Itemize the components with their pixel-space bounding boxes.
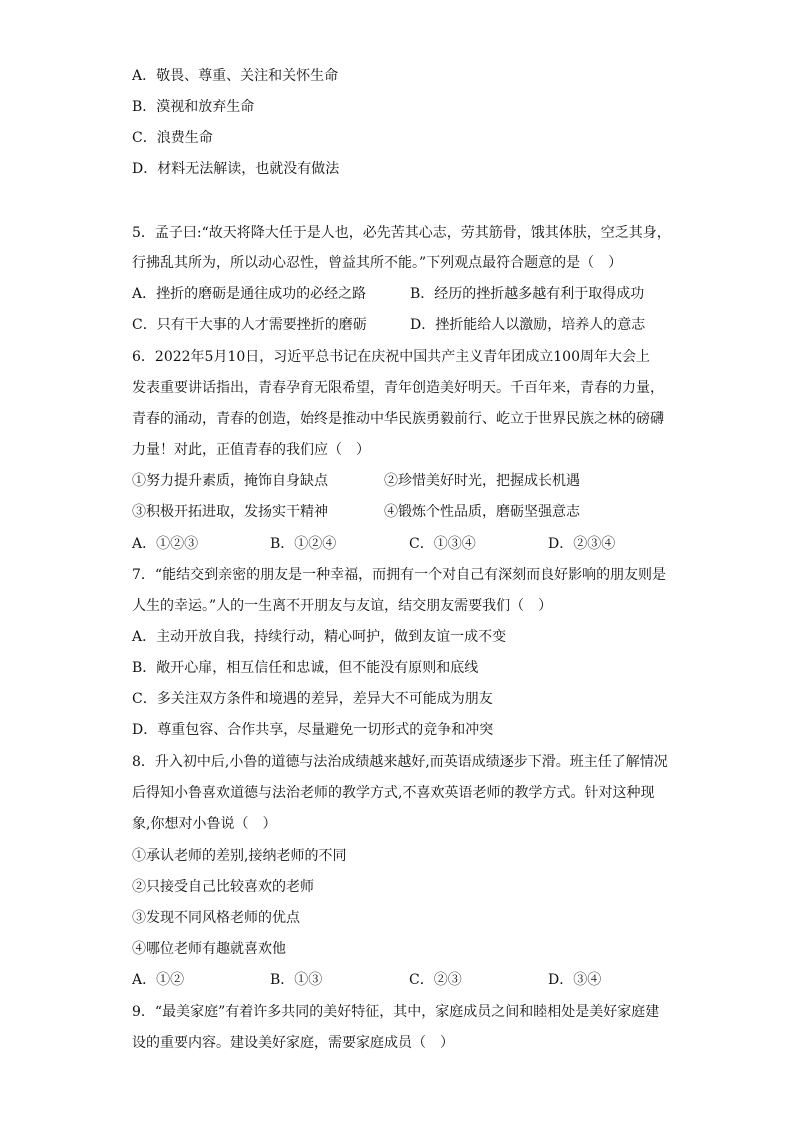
- q4-option-c: C．浪费生命: [132, 130, 213, 146]
- q8-option-d: D．③④: [548, 972, 602, 988]
- q6-statement-2: ②珍惜美好时光，把握成长机遇: [384, 473, 580, 489]
- q4-option-b: B．漠视和放弃生命: [132, 99, 255, 115]
- q6-stem-line4: 力量！对此，正值青春的我们应（ ）: [132, 442, 370, 458]
- q6-option-d: D．②③④: [548, 536, 616, 552]
- q6-statement-3: ③积极开拓进取，发扬实干精神: [132, 504, 328, 520]
- q7-option-a: A．主动开放自我，持续行动，精心呵护，做到友谊一成不变: [132, 629, 507, 645]
- q6-option-b: B．①②④: [270, 536, 337, 552]
- q6-statement-1: ①努力提升素质，掩饰自身缺点: [132, 473, 328, 489]
- q8-statement-2: ②只接受自己比较喜欢的老师: [132, 879, 314, 895]
- q6-option-c: C．①③④: [409, 536, 476, 552]
- q6-stem-line1: 6．2022年5月10日，习近平总书记在庆祝中国共产主义青年团成立100周年大会上: [132, 349, 650, 365]
- q8-statement-1: ①承认老师的差别,接纳老师的不同: [132, 848, 347, 864]
- q9-stem-line1: 9．“最美家庭”有着许多共同的美好特征，其中，家庭成员之间和睦相处是美好家庭建: [132, 1004, 660, 1020]
- q5-option-d: D．挫折能给人以激励，培养人的意志: [410, 317, 646, 333]
- q7-stem-line2: 人生的幸运。”人的一生离不开朋友与友谊，结交朋友需要我们（ ）: [132, 598, 553, 614]
- q8-statement-4: ④哪位老师有趣就喜欢他: [132, 941, 286, 957]
- q6-stem-line2: 发表重要讲话指出，青春孕育无限希望，青年创造美好明天。千百年来，青春的力量，: [132, 380, 664, 396]
- q8-stem-line1: 8．升入初中后,小鲁的道德与法治成绩越来越好,而英语成绩逐步下滑。班主任了解情况: [132, 754, 668, 770]
- q8-option-a: A．①②: [132, 972, 185, 988]
- q7-option-d: D．尊重包容、合作共享，尽量避免一切形式的竞争和冲突: [132, 722, 494, 738]
- q5-option-a: A．挫折的磨砺是通往成功的必经之路: [132, 286, 367, 302]
- q4-option-a: A．敬畏、尊重、关注和关怀生命: [132, 68, 339, 84]
- q9-stem-line2: 设的重要内容。建设美好家庭，需要家庭成员（ ）: [132, 1035, 454, 1051]
- q8-option-b: B．①③: [270, 972, 323, 988]
- q6-stem-line3: 青春的涌动，青春的创造，始终是推动中华民族勇毅前行、屹立于世界民族之林的磅礴: [132, 411, 664, 427]
- q8-stem-line3: 象,你想对小鲁说（ ）: [132, 816, 277, 832]
- q5-stem-line1: 5．孟子曰:“故天将降大任于是人也，必先苦其心志，劳其筋骨，饿其体肤，空乏其身，: [132, 225, 671, 241]
- q6-statement-4: ④锻炼个性品质，磨砺坚强意志: [384, 504, 580, 520]
- q7-option-c: C．多关注双方条件和境遇的差异，差异大不可能成为朋友: [132, 691, 493, 707]
- q7-option-b: B．敞开心扉，相互信任和忠诚，但不能没有原则和底线: [132, 660, 479, 676]
- q8-option-c: C．②③: [409, 972, 462, 988]
- q5-option-c: C．只有干大事的人才需要挫折的磨砺: [132, 317, 367, 333]
- q6-option-a: A．①②③: [132, 536, 199, 552]
- q4-option-d: D．材料无法解读，也就没有做法: [132, 161, 340, 177]
- q8-stem-line2: 后得知小鲁喜欢道德与法治老师的教学方式,不喜欢英语老师的教学方式。针对这种现: [132, 785, 655, 801]
- q5-stem-line2: 行拂乱其所为，所以动心忍性，曾益其所不能。”下列观点最符合题意的是（ ）: [132, 255, 623, 271]
- q7-stem-line1: 7．“能结交到亲密的朋友是一种幸福，而拥有一个对自己有深刻而良好影响的朋友则是: [132, 567, 667, 583]
- q8-statement-3: ③发现不同风格老师的优点: [132, 910, 300, 926]
- q5-option-b: B．经历的挫折越多越有利于取得成功: [410, 286, 645, 302]
